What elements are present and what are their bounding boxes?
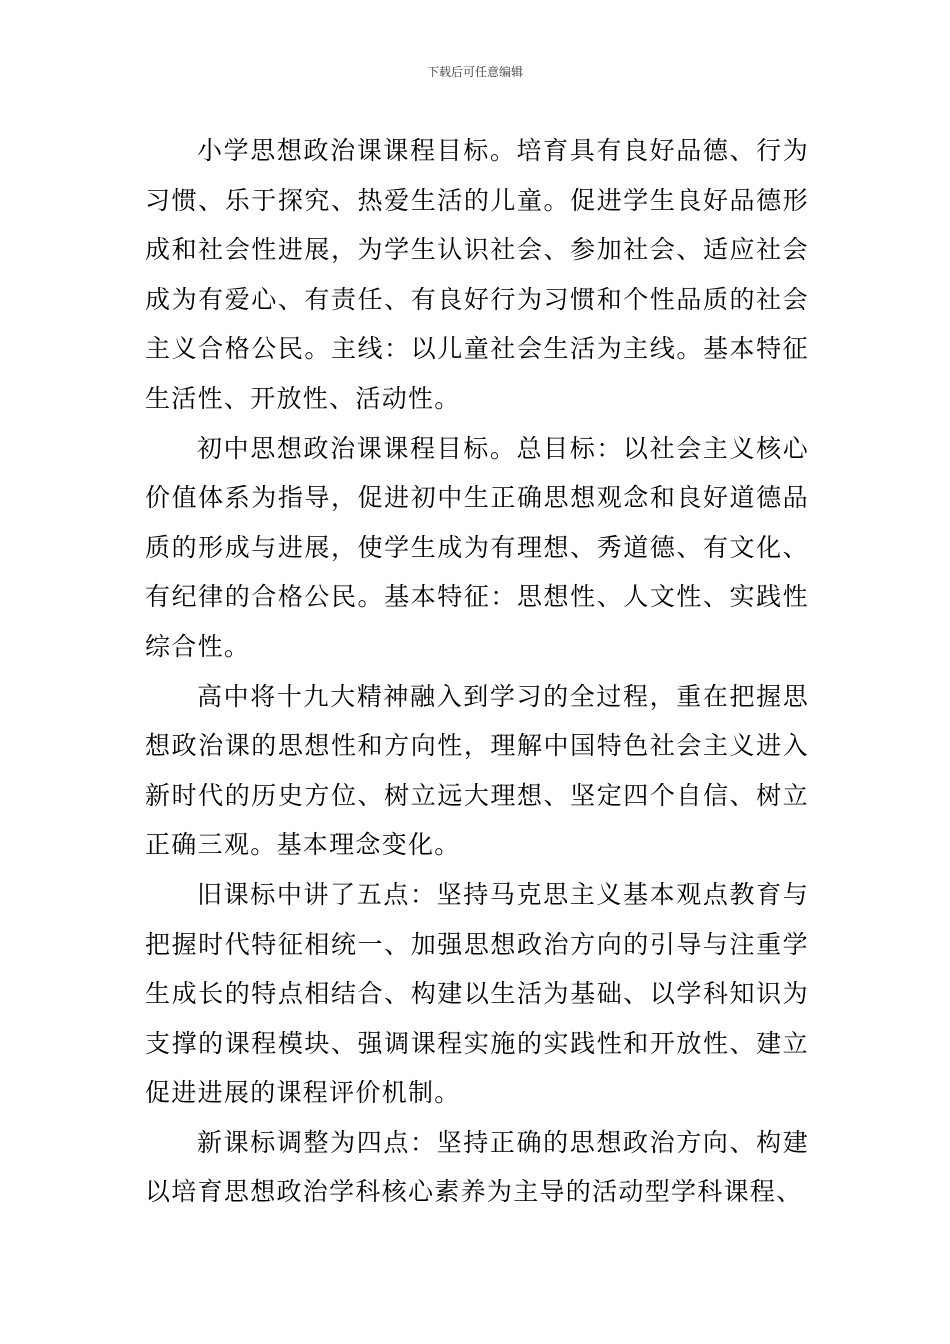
page-header: 下载后可任意编辑 — [426, 65, 523, 79]
paragraph-old-curriculum-points: 旧课标中讲了五点：坚持马克思主义基本观点教育与把握时代特征相统一、加强思想政治方向的引导与注重学生成长的特点相结合、构建以生活为基础、以学科知识为支撑的课程模块、强调课程实施的实践性和开放性、建立促进进展的课程评价机制。 — [145, 879, 809, 1108]
paragraph-junior-high-goals: 初中思想政治课课程目标。总目标：以社会主义核心价值体系为指导，促进初中生正确思想观念和良好道德品质的形成与进展，使学生成为有理想、秀道德、有文化、有纪律的合格公民。基本特征：思想性、人文性、实践性综合性。 — [145, 433, 809, 661]
paragraph-new-curriculum-points: 新课标调整为四点：坚持正确的思想政治方向、构建以培育思想政治学科核心素养为主导的活动型学科课程、 — [145, 1127, 809, 1207]
paragraph-senior-high-goals: 高中将十九大精神融入到学习的全过程，重在把握思想政治课的思想性和方向性，理解中国特色社会主义进入新时代的历史方位、树立远大理想、坚定四个自信、树立正确三观。基本理念变化。 — [145, 681, 809, 860]
document-body — [145, 126, 809, 1217]
paragraph-primary-school-goals: 小学思想政治课课程目标。培育具有良好品德、行为习惯、乐于探究、热爱生活的儿童。促进学生良好品德形成和社会性进展，为学生认识社会、参加社会、适应社会成为有爱心、有责任、有良好行为习惯和个性品质的社会主义合格公民。主线：以儿童社会生活为主线。基本特征生活性、开放性、活动性。 — [145, 136, 809, 413]
